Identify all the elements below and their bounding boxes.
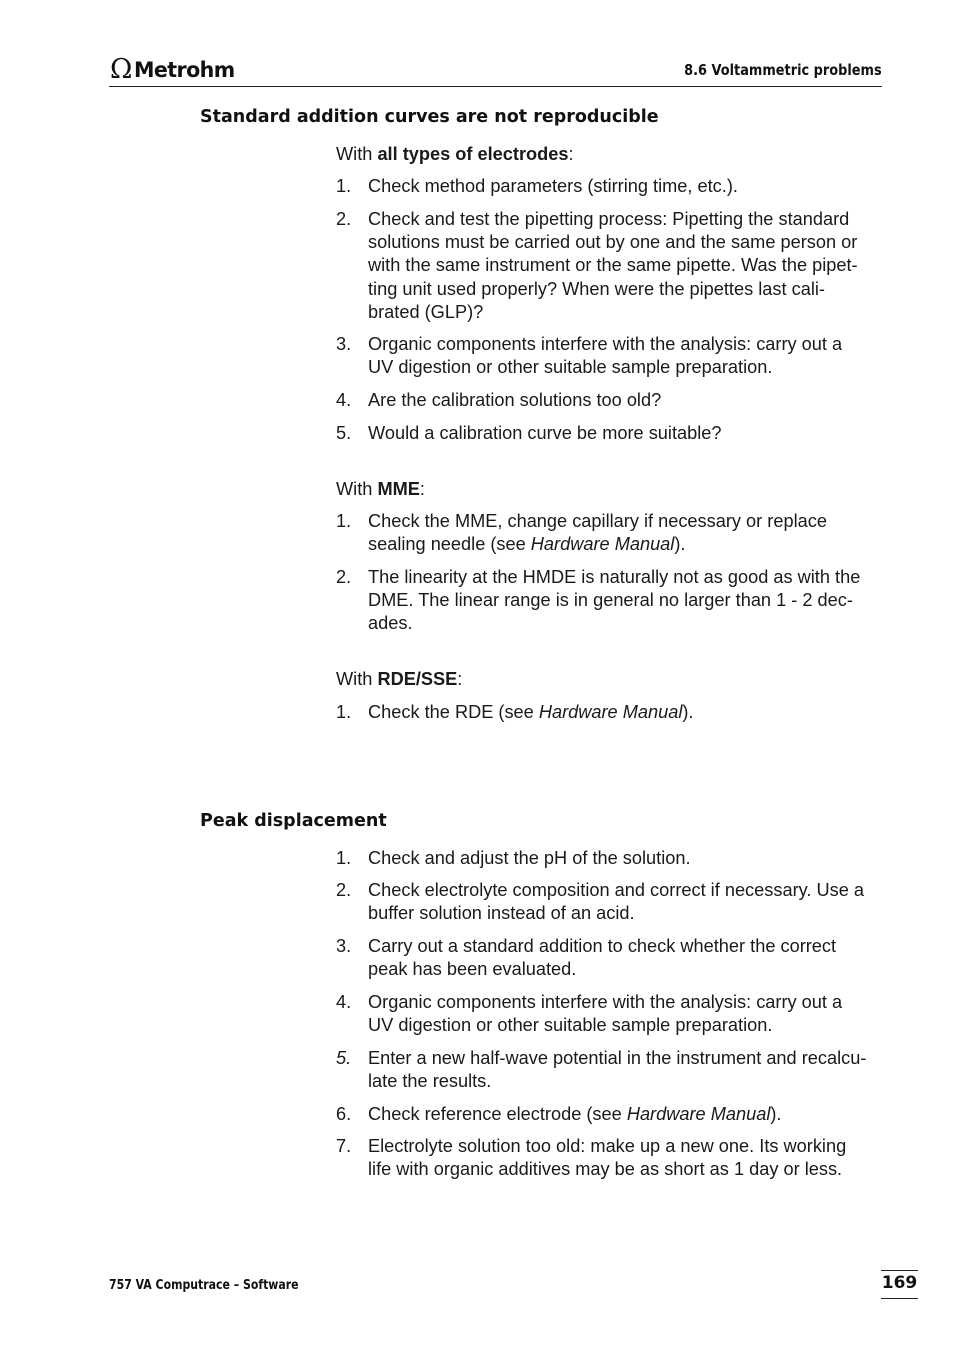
section-heading-standard-addition: Standard addition curves are not reproducible [200, 107, 659, 127]
logo-wordmark: Metrohm [134, 57, 235, 82]
running-header-section: 8.6 Voltammetric problems [684, 61, 882, 79]
page-number: 169 [881, 1273, 918, 1293]
omega-logo-icon: Ω [110, 54, 133, 85]
page-number-box [881, 1270, 918, 1299]
metrohm-logo [110, 56, 236, 83]
group-intro-rde-sse: With RDE/SSE: [336, 669, 463, 689]
footer-product-title: 757 VA Computrace – Software [109, 1278, 299, 1293]
group-intro-mme: With MME: [336, 479, 425, 499]
group-intro-all-electrodes: With all types of electrodes: [336, 144, 574, 164]
header-divider [109, 86, 882, 87]
section-heading-peak-displacement: Peak displacement [200, 811, 387, 831]
